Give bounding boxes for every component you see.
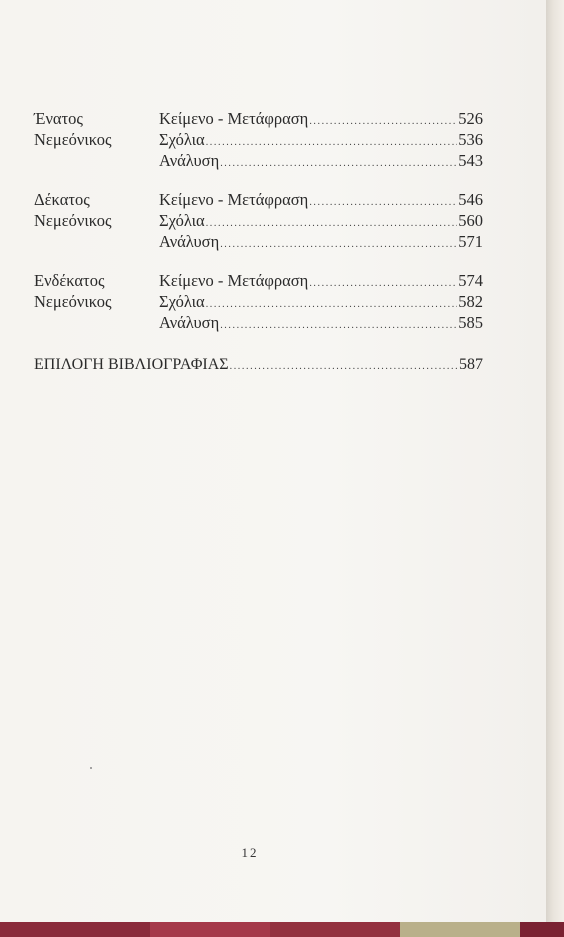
toc-entry bbox=[159, 210, 483, 231]
dot-leader bbox=[220, 153, 457, 174]
heading-line-2: Νεμεόνικος bbox=[34, 130, 112, 149]
entry-label: Κείμενο - Μετάφραση bbox=[159, 271, 309, 290]
entry-page: 585 bbox=[458, 313, 483, 332]
toc-entry bbox=[159, 312, 483, 333]
section-heading bbox=[34, 108, 154, 150]
dot-leader bbox=[206, 213, 458, 234]
toc-entry bbox=[159, 231, 483, 252]
entry-label: Κείμενο - Μετάφραση bbox=[159, 190, 309, 209]
dot-leader bbox=[309, 111, 457, 132]
toc-entry bbox=[159, 150, 483, 171]
dot-leader bbox=[220, 315, 457, 336]
entry-page: 582 bbox=[458, 292, 483, 311]
heading-line-2: Νεμεόνικος bbox=[34, 211, 112, 230]
paper-speck bbox=[90, 767, 92, 769]
toc-entry bbox=[159, 270, 483, 291]
dot-leader bbox=[230, 356, 458, 377]
dot-leader bbox=[309, 273, 457, 294]
dot-leader bbox=[220, 234, 457, 255]
entry-label: Σχόλια bbox=[159, 211, 205, 230]
page-number: 12 bbox=[241, 845, 259, 860]
entry-label: Σχόλια bbox=[159, 130, 205, 149]
section-heading bbox=[34, 270, 154, 312]
entry-page: 543 bbox=[458, 151, 483, 170]
entry-label: Ανάλυση bbox=[159, 151, 220, 170]
entry-page: 571 bbox=[458, 232, 483, 251]
book-cover-edge bbox=[0, 922, 564, 937]
toc-entry bbox=[34, 354, 483, 375]
entry-page: 560 bbox=[458, 211, 483, 230]
dot-leader bbox=[206, 132, 458, 153]
toc-entry bbox=[159, 189, 483, 210]
entry-label: Ανάλυση bbox=[159, 232, 220, 251]
entry-page: 536 bbox=[458, 130, 483, 149]
page-edge bbox=[546, 0, 564, 937]
toc-bibliography bbox=[34, 354, 483, 375]
entry-page: 587 bbox=[459, 356, 483, 373]
entry-label: Κείμενο - Μετάφραση bbox=[159, 109, 309, 128]
entry-page: 546 bbox=[458, 190, 483, 209]
entry-page: 574 bbox=[458, 271, 483, 290]
dot-leader bbox=[206, 294, 458, 315]
heading-line-1: Ένατος bbox=[34, 109, 83, 128]
dot-leader bbox=[309, 192, 457, 213]
entry-label: Ανάλυση bbox=[159, 313, 220, 332]
toc-entry bbox=[159, 108, 483, 129]
heading-line-2: Νεμεόνικος bbox=[34, 292, 112, 311]
entry-label: Σχόλια bbox=[159, 292, 205, 311]
toc-entry bbox=[159, 129, 483, 150]
entry-page: 526 bbox=[458, 109, 483, 128]
entry-label: ΕΠΙΛΟΓΗ ΒΙΒΛΙΟΓΡΑΦΙΑΣ bbox=[34, 356, 229, 373]
heading-line-1: Ενδέκατος bbox=[34, 271, 105, 290]
heading-line-1: Δέκατος bbox=[34, 190, 90, 209]
toc-entry bbox=[159, 291, 483, 312]
section-heading bbox=[34, 189, 154, 231]
